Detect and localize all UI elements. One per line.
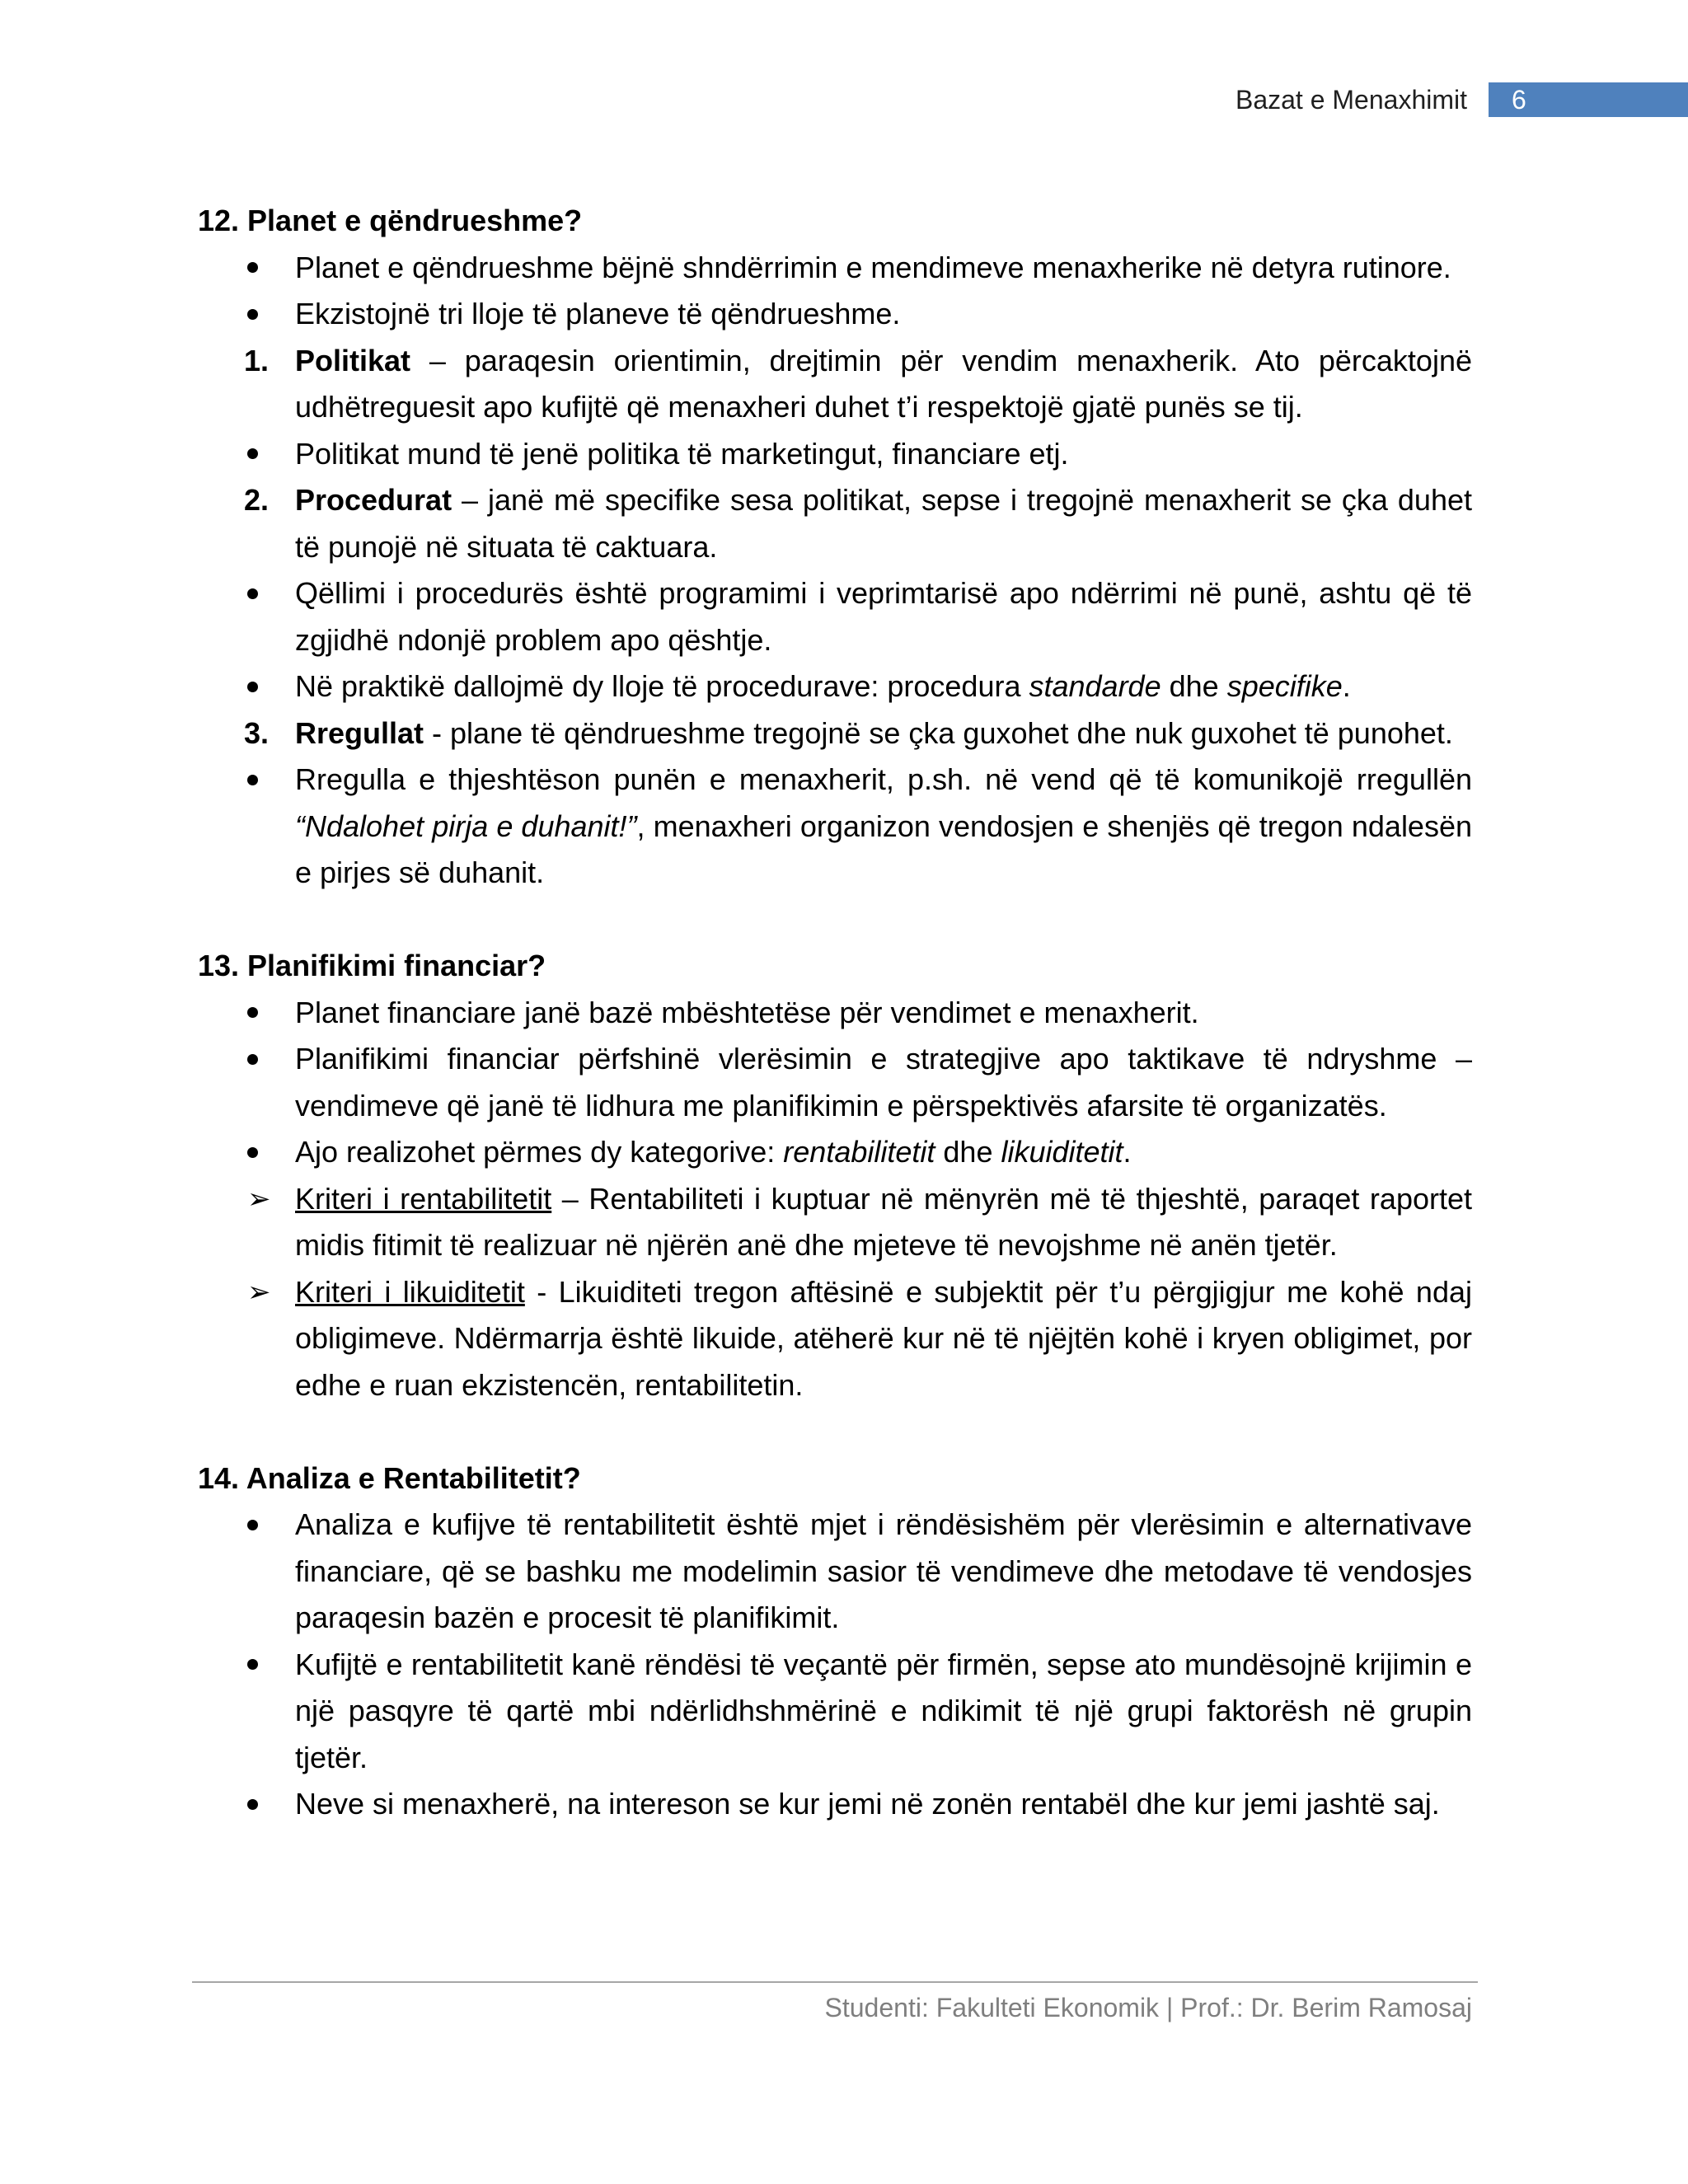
term: Rregullat	[295, 715, 424, 750]
list-item: Analiza e kufijve të rentabilitetit është mjet i rëndësishëm për vlerësimin e alternativave financiare, që se bashku me modelimin sasior të vendimeve dhe metodave të vendosjes paraqesin bazën e procesit të planifikimit.	[198, 1502, 1472, 1642]
list-item: Rregulla e thjeshtëson punën e menaxherit, p.sh. në vend që të komunikojë rregullën “Ndalohet pirja e duhanit!”, menaxheri organizon vendosjen e shenjës që tregon ndalesën e pirjes së duhanit.	[198, 757, 1472, 897]
bullet-icon	[247, 291, 280, 338]
section-title: 13. Planifikimi financiar?	[198, 949, 546, 982]
section-title: 12. Planet e qëndrueshme?	[198, 204, 583, 237]
section-title: 14. Analiza e Rentabilitetit?	[198, 1460, 581, 1495]
list-item: Neve si menaxherë, na intereson se kur jemi në zonën rentabël dhe kur jemi jashtë saj.	[198, 1781, 1472, 1828]
list-item: Planet e qëndrueshme bëjnë shndërrimin e mendimeve menaxherike në detyra rutinore.	[198, 245, 1472, 292]
list-item: Planet financiare janë bazë mbështetëse për vendimet e menaxherit.	[198, 990, 1472, 1037]
arrow-bullet-icon: ➢	[247, 1183, 271, 1215]
criterion-term: Kriteri i likuiditetit	[295, 1274, 525, 1309]
list-item: Ajo realizohet përmes dy kategorive: rentabilitetit dhe likuiditetit.	[198, 1129, 1472, 1176]
page-number-badge: 6	[1489, 82, 1688, 117]
numbered-item: 3. Rregullat - plane të qëndrueshme tregojnë se çka guxohet dhe nuk guxohet të punohet.	[198, 710, 1472, 757]
arrow-item: ➢ Kriteri i likuiditetit - Likuiditeti tregon aftësinë e subjektit për t’u përgjigjur me kohë ndaj obligimeve. Ndërmarrja është likuide, atëherë kur në të njëjtën kohë i kryen obligimet, por edhe e ruan ekzistencën, rentabilitetin.	[198, 1269, 1472, 1409]
bullet-icon	[247, 570, 280, 617]
list-item: Kufijtë e rentabilitetit kanë rëndësi të veçantë për firmën, sepse ato mundësojnë krijimin e një pasqyre të qartë mbi ndërlidhshmërinë e ndikimit të një grupi faktorësh në grupin tjetër.	[198, 1642, 1472, 1782]
document-body	[198, 198, 1472, 1828]
item-number: 2.	[244, 483, 270, 517]
criterion-term: Kriteri i rentabilitetit	[295, 1181, 552, 1216]
page-header	[1236, 82, 1688, 117]
numbered-item: 1. Politikat – paraqesin orientimin, drejtimin për vendim menaxherik. Ato përcaktojnë udhëtreguesit apo kufijtë që menaxheri duhet t’i respektojë gjatë punës se tij.	[198, 338, 1472, 431]
bullet-icon	[247, 757, 280, 804]
item-number: 1.	[244, 343, 270, 377]
term: Politikat	[295, 343, 411, 377]
bullet-icon	[247, 245, 280, 292]
list-item: Politikat mund të jenë politika të marketingut, financiare etj.	[198, 431, 1472, 478]
list-item: Planifikimi financiar përfshinë vlerësimin e strategjive apo taktikave të ndryshme – vendimeve që janë të lidhura me planifikimin e përspektivës afarsite të organizatës.	[198, 1036, 1472, 1129]
bullet-icon	[247, 1781, 280, 1828]
bullet-icon	[247, 1129, 280, 1176]
bullet-icon	[247, 431, 280, 478]
bullet-icon	[247, 1642, 280, 1689]
bullet-icon	[247, 663, 280, 710]
bullet-icon	[247, 990, 280, 1037]
bullet-icon	[247, 1502, 280, 1549]
document-title: Bazat e Menaxhimit	[1235, 84, 1467, 115]
term: Procedurat	[295, 483, 452, 517]
arrow-item: ➢ Kriteri i rentabilitetit – Rentabiliteti i kuptuar në mënyrën më të thjeshtë, paraqet raportet midis fitimit të realizuar në njërën anë dhe mjeteve të nevojshme në anën tjetër.	[198, 1176, 1472, 1269]
list-item: Ekzistojnë tri lloje të planeve të qëndrueshme.	[198, 291, 1472, 338]
bullet-icon	[247, 1036, 280, 1083]
numbered-item: 2. Procedurat – janë më specifike sesa politikat, sepse i tregojnë menaxherit se çka duhet të punojë në situata të caktuara.	[198, 477, 1472, 570]
item-number: 3.	[244, 715, 270, 750]
list-item: Qëllimi i procedurës është programimi i veprimtarisë apo ndërrimi në punë, ashtu që të zgjidhë ndonjë problem apo qështje.	[198, 570, 1472, 663]
footer-divider	[192, 1981, 1478, 1983]
page-footer: Studenti: Fakulteti Ekonomik | Prof.: Dr. Berim Ramosaj	[824, 1993, 1472, 2022]
arrow-bullet-icon: ➢	[247, 1276, 271, 1308]
list-item: Në praktikë dallojmë dy lloje të procedurave: procedura standarde dhe specifike.	[198, 663, 1472, 710]
